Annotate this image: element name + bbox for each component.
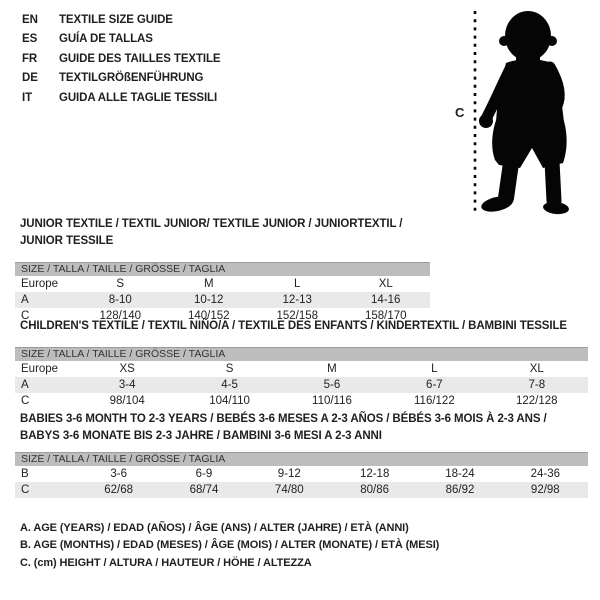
value-cell: 24-36 — [530, 468, 561, 480]
size-table — [15, 466, 588, 498]
language-row — [22, 50, 221, 69]
language-row — [22, 89, 221, 108]
value-cell: 3-6 — [110, 468, 127, 480]
size-table-junior — [15, 216, 430, 324]
footnote-height: C. (cm) HEIGHT / ALTURA / HAUTEUR / HÖHE / ALTEZZA — [20, 556, 312, 569]
value-cell: 92/98 — [530, 484, 560, 496]
value-cell: 6-9 — [195, 468, 213, 480]
table-row — [15, 482, 588, 498]
value-cell: 62/68 — [104, 484, 134, 496]
language-code: IT — [22, 91, 33, 104]
table-row — [15, 361, 588, 377]
row-label-cell: A — [21, 294, 29, 306]
height-measure-label: C — [455, 105, 465, 120]
value-cell: 116/122 — [414, 395, 455, 407]
value-cell: 18-24 — [445, 468, 475, 480]
table-title: CHILDREN'S TEXTILE / TEXTIL NIÑO/A / TEXTILE DES ENFANTS / KINDERTEXTIL / BAMBINI TESSILE — [20, 320, 567, 332]
table-row — [15, 393, 588, 409]
row-label-cell: C — [21, 395, 30, 407]
size-table-children — [15, 318, 588, 409]
value-cell: S — [225, 363, 234, 375]
row-label-cell: Europe — [21, 363, 59, 375]
size-table-babies — [15, 411, 588, 498]
height-figure — [440, 5, 600, 220]
value-cell: 140/152 — [187, 310, 230, 322]
row-label-cell: C — [21, 310, 30, 322]
value-cell: 80/86 — [360, 484, 390, 496]
value-cell: 14-16 — [371, 294, 401, 306]
language-row — [22, 30, 221, 49]
value-cell: 86/92 — [445, 484, 475, 496]
row-label-cell: Europe — [21, 278, 59, 290]
value-cell: 104/110 — [209, 395, 250, 407]
value-cell: M — [203, 278, 214, 290]
value-cell: 10-12 — [194, 294, 224, 306]
value-cell: S — [116, 278, 125, 290]
size-table — [15, 361, 588, 409]
table-row — [15, 466, 588, 482]
value-cell: 9-12 — [277, 468, 301, 480]
language-text: GUÍA DE TALLAS — [59, 33, 153, 46]
size-header-bar: SIZE / TALLA / TAILLE / GRÖSSE / TAGLIA — [15, 262, 430, 276]
value-cell: 122/128 — [515, 395, 558, 407]
language-row — [22, 69, 221, 88]
value-cell: 128/140 — [99, 310, 142, 322]
value-cell: 152/158 — [276, 310, 319, 322]
value-cell: 12-18 — [359, 468, 390, 480]
footnotes — [20, 520, 439, 572]
value-cell: 6-7 — [426, 379, 443, 391]
value-cell: 8-10 — [108, 294, 132, 306]
language-text: GUIDE DES TAILLES TEXTILE — [59, 52, 221, 65]
value-cell: 68/74 — [189, 484, 219, 496]
footnote-age-months: B. AGE (MONTHS) / EDAD (MESES) / ÂGE (MOIS) / ALTER (MONATE) / ETÀ (MESI) — [20, 539, 440, 552]
language-text: GUIDA ALLE TAGLIE TESSILI — [59, 91, 218, 104]
size-header-bar: SIZE / TALLA / TAILLE / GRÖSSE / TAGLIA — [15, 347, 588, 361]
table-row — [15, 292, 430, 308]
value-cell: L — [294, 278, 301, 290]
row-label-cell: C — [21, 484, 30, 496]
value-cell: M — [327, 363, 337, 375]
language-code: FR — [22, 52, 38, 65]
value-cell: 5-6 — [323, 379, 341, 391]
value-cell: 12-13 — [282, 294, 312, 306]
table-row — [15, 377, 588, 393]
value-cell: 3-4 — [118, 379, 136, 391]
value-cell: XL — [529, 363, 544, 375]
size-header-bar: SIZE / TALLA / TAILLE / GRÖSSE / TAGLIA — [15, 452, 588, 466]
value-cell: XL — [378, 278, 393, 290]
value-cell: 110/116 — [312, 395, 352, 407]
value-cell: 74/80 — [274, 484, 304, 496]
table-row — [15, 276, 430, 292]
language-code: DE — [22, 72, 38, 85]
language-text: TEXTILE SIZE GUIDE — [59, 14, 173, 26]
value-cell: 98/104 — [109, 395, 145, 407]
table-title: JUNIOR TEXTILE / TEXTIL JUNIOR/ TEXTILE JUNIOR / JUNIORTEXTIL / JUNIOR TESSILE — [20, 218, 403, 247]
row-label-cell: B — [21, 468, 29, 480]
row-label-cell: A — [21, 379, 29, 391]
footnote-age-years: A. AGE (YEARS) / EDAD (AÑOS) / ÂGE (ANS) / ALTER (JAHRE) / ETÀ (ANNI) — [20, 522, 409, 534]
value-cell: 158/170 — [364, 310, 407, 322]
size-table — [15, 276, 430, 324]
language-text: TEXTILGRÖßENFÜHRUNG — [59, 72, 204, 85]
language-row — [22, 11, 221, 30]
value-cell: 7-8 — [528, 379, 546, 391]
value-cell: L — [431, 363, 438, 375]
value-cell: 4-5 — [221, 379, 238, 391]
value-cell: XS — [119, 363, 135, 375]
language-code: ES — [22, 33, 38, 46]
language-header — [22, 11, 221, 108]
table-title: BABIES 3-6 MONTH TO 2-3 YEARS / BEBÉS 3-6 MESES A 2-3 AÑOS / BÉBÉS 3-6 MOIS À 2-3 ANS / BABYS 3-6 MONATE BIS 2-3 JAHRE / BAMBINI 3-6 MESI A 2-3 ANNI — [20, 413, 547, 442]
language-code: EN — [22, 14, 38, 26]
